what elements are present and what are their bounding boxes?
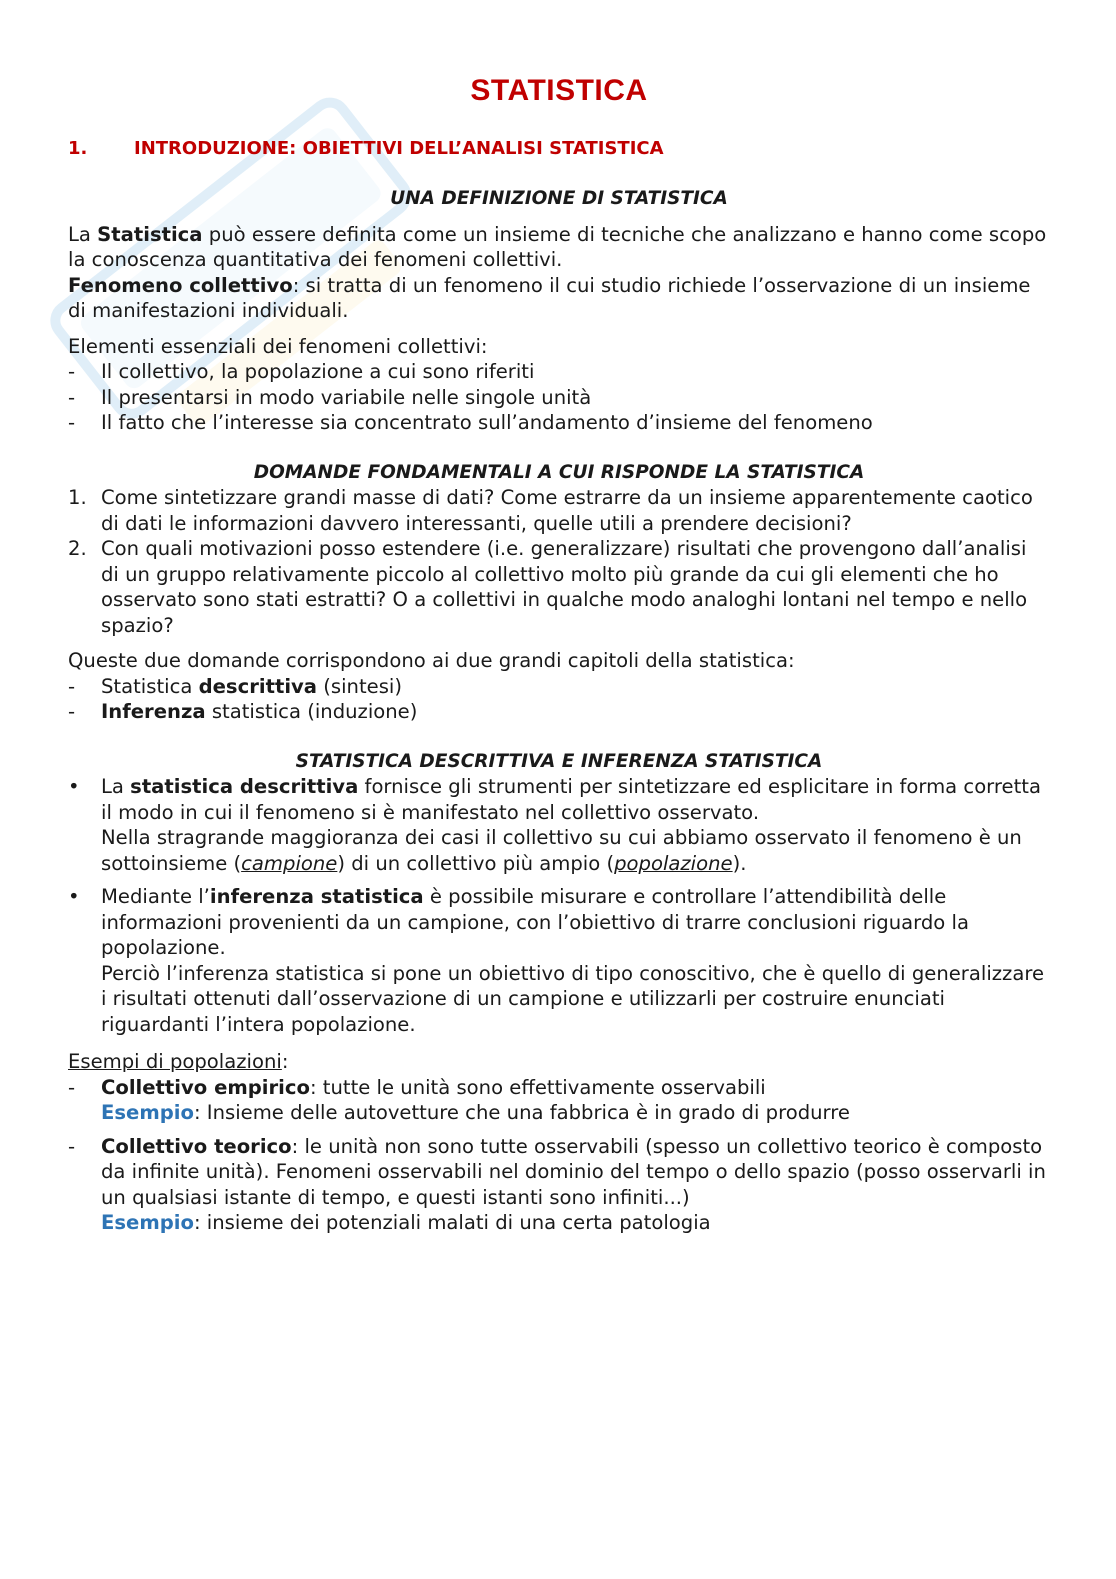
text-run: fornisce gli strumenti per sintetizzare ed esplicitare in forma corretta il modo in cui il fenomeno si è manifestato nel collettivo osservato. bbox=[101, 775, 1041, 824]
chapter-number: 1. bbox=[68, 138, 88, 159]
list-item-text: Il fatto che l’interesse sia concentrato sull’andamento d’insieme del fenomeno bbox=[101, 411, 873, 434]
underlined-term: Esempi di popolazioni bbox=[68, 1050, 282, 1073]
questions-summary: Queste due domande corrispondono ai due grandi capitoli della statistica: bbox=[68, 649, 795, 672]
paragraph-collective-phenomenon bbox=[68, 273, 1050, 324]
text-run: La bbox=[68, 222, 98, 246]
section-heading-questions: DOMANDE FONDAMENTALI A CUI RISPONDE LA STATISTICA bbox=[253, 461, 865, 483]
list-item-text: Il collettivo, la popolazione a cui sono riferiti bbox=[101, 360, 535, 383]
list-item bbox=[68, 774, 1050, 876]
text-run: (sintesi) bbox=[317, 674, 403, 698]
bold-term: Fenomeno collettivo bbox=[68, 273, 293, 297]
bold-term: inferenza statistica bbox=[209, 885, 424, 908]
dash-marker: - bbox=[68, 674, 76, 698]
list-item bbox=[68, 485, 1050, 536]
list-item-text: Il presentarsi in modo variabile nelle singole unità bbox=[101, 385, 592, 409]
bold-term: Collettivo teorico bbox=[101, 1134, 292, 1158]
text-run: Statistica bbox=[101, 674, 199, 698]
text-run: è possibile misurare e controllare l’attendibilità delle informazioni provenienti da un campione, con l’obiettivo di trarre conclusioni riguardo la popolazione. bbox=[101, 885, 969, 959]
text-run: : le unità non sono tutte osservabili (spesso un collettivo teorico è composto da infinite unità). Fenomeni osservabili nel dominio del tempo o dello spazio (posso osservarli in un qualsiasi istante di tempo, e questi istanti sono infiniti...) bbox=[101, 1134, 1046, 1209]
example-label: Esempio bbox=[101, 1101, 194, 1124]
dash-marker: - bbox=[68, 1134, 76, 1158]
chapters-list bbox=[68, 674, 1050, 725]
questions-list bbox=[68, 485, 1050, 638]
text-run: Perciò l’inferenza statistica si pone un obiettivo di tipo conoscitivo, che è quello di generalizzare i risultati ottenuti dall’osservazione di un campione e utilizzarli per costruire enunciati riguardanti l’intera popolazione. bbox=[101, 961, 1045, 1036]
list-item-text bbox=[101, 699, 1050, 725]
dash-marker: - bbox=[68, 1075, 76, 1099]
bullet-marker: • bbox=[68, 775, 80, 798]
list-item bbox=[68, 359, 1050, 385]
text-run: : bbox=[281, 1050, 289, 1073]
list-item-text bbox=[101, 674, 1050, 700]
elements-intro: Elementi essenziali dei fenomeni collettivi: bbox=[68, 334, 488, 358]
text-run: Nella stragrande maggioranza dei casi il collettivo su cui abbiamo osservato il fenomeno è un sottoinsieme ( bbox=[101, 826, 1022, 875]
list-item bbox=[68, 1075, 1050, 1126]
list-item-text: Con quali motivazioni posso estendere (i.e. generalizzare) risultati che provengono dall’analisi di un gruppo relativamente piccolo al collettivo molto più grande da cui gli elementi che ho osservato sono stati estratti? O a collettivi in qualche modo analoghi lontani nel tempo e nello spazio? bbox=[101, 537, 1028, 637]
chapter-heading bbox=[68, 136, 1050, 162]
chapter-title: INTRODUZIONE: OBIETTIVI DELL’ANALISI STATISTICA bbox=[134, 138, 664, 159]
list-item-text bbox=[101, 884, 1050, 1037]
text-run: ) di un collettivo più ampio ( bbox=[337, 851, 615, 875]
list-item bbox=[68, 410, 1050, 436]
list-item-text bbox=[101, 774, 1050, 876]
list-item bbox=[68, 385, 1050, 411]
text-run: può essere definita come un insieme di tecniche che analizzano e hanno come scopo la conoscenza quantitativa dei fenomeni collettivi. bbox=[68, 222, 1047, 271]
dash-marker: - bbox=[68, 700, 76, 723]
text-run: Mediante l’ bbox=[101, 885, 210, 908]
bold-term: Statistica bbox=[97, 222, 203, 246]
list-item bbox=[68, 1134, 1050, 1236]
list-item-text bbox=[101, 1075, 1050, 1126]
elements-list bbox=[68, 359, 1050, 436]
text-run: : Insieme delle autovetture che una fabbrica è in grado di produrre bbox=[193, 1101, 850, 1124]
paragraph-statistics-definition bbox=[68, 222, 1050, 273]
list-item-text bbox=[101, 1134, 1050, 1236]
list-item bbox=[68, 536, 1050, 638]
bold-term: statistica descrittiva bbox=[130, 775, 359, 798]
list-item-text: Come sintetizzare grandi masse di dati? Come estrarre da un insieme apparentemente caotico di dati le informazioni davvero interessanti, quelle utili a prendere decisioni? bbox=[101, 486, 1033, 535]
descriptive-inferential-list bbox=[68, 774, 1050, 1037]
example-label: Esempio bbox=[101, 1211, 194, 1234]
dash-marker: - bbox=[68, 411, 76, 434]
dash-marker: - bbox=[68, 360, 76, 383]
underlined-term: campione bbox=[241, 851, 338, 875]
number-marker: 2. bbox=[68, 537, 87, 560]
text-run: : si tratta di un fenomeno il cui studio richiede l’osservazione di un insieme di manifestazioni individuali. bbox=[68, 273, 1031, 322]
document-body bbox=[68, 70, 1050, 1236]
text-run: : insieme dei potenziali malati di una certa patologia bbox=[193, 1211, 711, 1234]
bold-term: descrittiva bbox=[198, 674, 318, 698]
examples-list bbox=[68, 1075, 1050, 1236]
text-run: ). bbox=[732, 851, 747, 875]
underlined-term: popolazione bbox=[614, 851, 733, 875]
dash-marker: - bbox=[68, 385, 76, 409]
section-heading-descriptive-inferential: STATISTICA DESCRITTIVA E INFERENZA STATISTICA bbox=[295, 750, 823, 772]
text-run: La bbox=[101, 775, 131, 798]
examples-heading bbox=[68, 1049, 1050, 1075]
bold-term: Inferenza bbox=[101, 700, 206, 723]
list-item bbox=[68, 699, 1050, 725]
document-title: STATISTICA bbox=[470, 74, 648, 107]
list-item bbox=[68, 884, 1050, 1037]
bold-term: Collettivo empirico bbox=[101, 1075, 310, 1099]
list-item bbox=[68, 674, 1050, 700]
section-heading-definition: UNA DEFINIZIONE DI STATISTICA bbox=[390, 188, 728, 209]
text-run: statistica (induzione) bbox=[205, 700, 418, 723]
text-run: : tutte le unità sono effettivamente osservabili bbox=[309, 1075, 766, 1099]
bullet-marker: • bbox=[68, 885, 80, 908]
number-marker: 1. bbox=[68, 486, 87, 509]
